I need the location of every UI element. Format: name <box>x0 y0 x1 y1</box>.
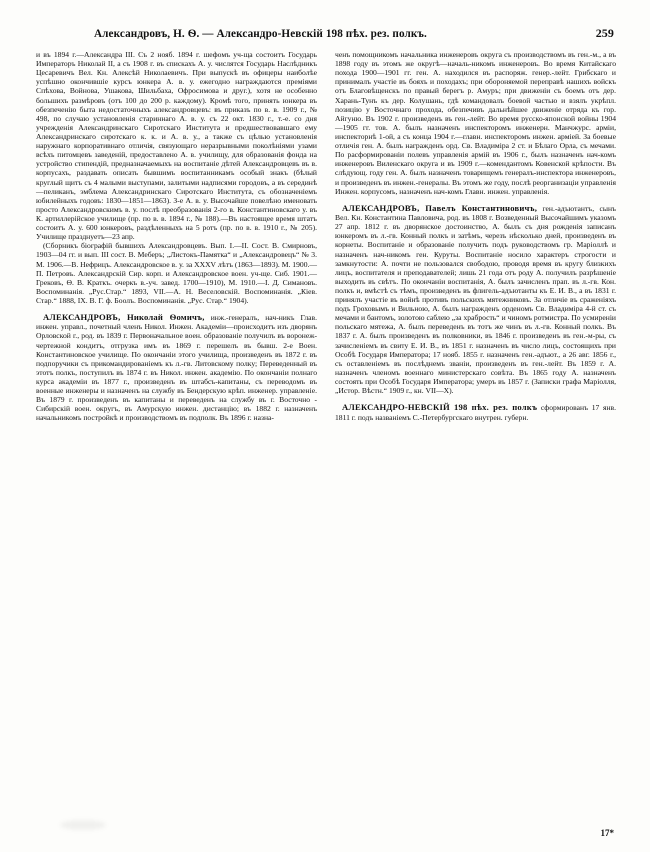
dictionary-entry <box>335 203 616 396</box>
text-columns <box>36 50 616 810</box>
dictionary-entry <box>36 312 317 423</box>
paragraph-sources: (Сборникъ біографій бывшихъ Александровцевъ. Вып. I.—II. Сост. В. Смирновъ, 1903—04 гг. и вып. III сост. В. Меберъ; „Листокъ-Памятка“ и „Александровецъ“ № 3. М. 1906.—В. Нефрицъ. Александровское в. у. за XXXV лѣтъ (1863—1893). М. 1900.—П. Петровъ. Александрскій Сир. корп. и Александровское воен. уч-ще. Сиб. 1901.— Грековъ, Ѳ. В. Краткъ. очеркъ в.-уч. завед. 1700—1910), М. 1910.—І. Д. Симановъ. Воспоминанія. „Рус.Стар.“ 1893, VII.—А. Н. Веселовскій. Воспоминанія. „Кіев. Стар.“ 1888, IX. В. Г. ф. Боолъ. Воспоминанія. „Рус. Стар.“ 1904). <box>36 241 317 305</box>
entry-headword: АЛЕКСАНДРОВЪ, Николай Ѳомичъ, <box>43 312 205 323</box>
entry-body: сформированъ 17 янв. 1811 г. подъ названіемъ С.-Петербургскаго внутрен. губерн. <box>335 403 616 422</box>
entry-body: инж.-генералъ, нач-никъ Глав. инжен. управл., почетный членъ Никол. Инжен. Академіи—происходитъ изъ дворянъ Орловской г., род. въ 1839 г. Первоначальное воен. образованіе получилъ въ воронеж-чертежной кондитъ, отгрузка имъ въ 1869 г. перешелъ въ бывш. 2-е Воен. Константиновское училище. По окончаніи этого училища, произведенъ въ 1872 г. въ подпоручики съ прикомандированіемъ къ л.-гв. Литовскому полку; Переведенный въ этотъ полкъ, поступилъ въ 1874 г. въ Никол. инжен. академію. По окончаніи полнаго курса академіи въ 1877 г., произведенъ въ штабсъ-капитаны, съ переводомъ въ военные инженеры и назначенъ на службу въ Бендерскую крѣп. инженер. управленіе. Въ 1879 г. произведенъ въ капитаны и переведенъ на службу въ г. Восточно - Сибирскій воен. округъ, въ Амурскую инжен. дистанцію; въ 1882 г. назначенъ начальникомъ постройкѣ и производствомъ въ подполк. Въ 1896 г. назна- <box>36 313 317 423</box>
entry-headword: АЛЕКСАНДРО-НЕВСКІЙ 198 пѣх. рез. полкъ <box>342 402 538 413</box>
entry-paragraph <box>335 203 616 396</box>
entry-body: ген.-адъютантъ, сынъ Вел. Кн. Константина Павловича, род. въ 1808 г. Возведенный Высочайшимъ указомъ 27 апр. 1812 г. въ дворянское достоинство, А. былъ съ дня рожденія записанъ юнкеромъ въ л.-гв. Конный полкъ и затѣмъ, черезъ нѣсколько дней, произведенъ въ корнеты. Воспитанiе и образованiе получить подъ руководствомъ гр. Марiоллѣ и назначенъ нач-никомъ ген. Куруты. Воспитанiе носило характеръ строгости и замкнутости: А. почти не пользовался свободою, проводя время въ кругу близкихъ лицъ, воспитателя и преподавателей; лишь 21 года отъ роду А. получилъ разрѣшеніе выходить въ свѣтъ. По окончаніи воспитанія, А. былъ зачисленъ прап. въ л.-гв. Кон. полкъ и, вмѣстѣ съ тѣмъ, произведенъ въ флигель-адъютанты къ Е. И. В., а въ 1831 г. принялъ участіе въ войнѣ противъ польскихъ мятежниковъ. За отличіе въ сраженіяхъ подъ Гроховымъ и Вильною, А. былъ награжденъ орденомъ Св. Владиміра 4-й ст. съ мечами и бантомъ, золотою саблею „за храбрость“ и чиномъ ротмистра. По усмиреніи польскаго мятежа, А. былъ переведенъ въ тотъ же чинъ въ л.-гв. Конный полкъ. Въ 1837 г. А. былъ произведенъ въ полковники, въ 1846 г. произведенъ въ ген.-м-ры, съ зачисленіемъ въ свиту Е. И. В., въ 1851 г. назначенъ въ число лицъ, состоящихъ при Особѣ Государя Императора; 17 нояб. 1855 г. назначенъ ген.-адъют., а 26 авг. 1856 г., съ оставленіемъ въ послѣднемъ званіи, произведенъ въ ген.-лейт. Въ 1859 г. А. назначенъ членомъ военнаго министерскаго совѣта. Въ 1865 году А. назначенъ состоять при Особѣ Государя Императора; умеръ въ 1857 г. (Записки графа Марiолля, „Истор. Вѣстн.“ 1909 г., кн. VII—X). <box>335 203 616 396</box>
page-header <box>36 26 616 41</box>
page-number: 259 <box>595 26 614 40</box>
paragraph: ченъ помощникомъ начальника инженеровъ округа съ производствомъ въ ген.-м., а въ 1898 году въ этомъ же округѣ—началь-никомъ инженеровъ. Во время Китайскаго похода 1900—1901 гг. ген. А. находился въ распоряж. генер.-лейт. Грибскаго и принималъ участіе въ бояхъ и походахъ; при обороняемой переправѣ нашихъ войскъ отъ Благовѣщенскъ по правый берегъ р. Амуръ; при движеніи съ боемъ отъ дер. Харань-Тунъ къ дер. Колушань, гдѣ командовалъ боевой частью и взялъ укрѣпл. позицію у Восточнаго прохода, обезпечивъ дальнѣйшее движеніе отряда къ гор. Айгуню. Въ 1902 г. произведенъ въ ген.-лейт. Во время русско-японской войны 1904—1905 гг. тов. А. былъ назначенъ инспекторомъ инженерн. Манчжурс. арміи, инспекторнѣ 1-ой, а съ конца 1904 г.—главн. инспекторомъ инжен. арміей. За боевые отличія ген. А. былъ награжденъ орд. Св. Владиміра 2 ст. и Бѣлаго Орла, съ мечами. По расформированіи полевъ управленія армій въ 1906 г., былъ назначенъ нач-комъ инженеровъ Виленскаго округа и въ 1909 г.—комендантомъ Ковенской крѣпости. Въ слѣдующ. году ген. А. былъ назначенъ товарищемъ генералъ-инспектора инженеровъ, и произведенъ въ инжен.-генералы. Въ этомъ же году, послѣ реорганизаціи управленія Инжен. корпусомъ, назначенъ нач-комъ Главн. инжен. управленія. <box>335 50 616 196</box>
left-column <box>36 50 317 810</box>
paragraph: и въ 1894 г.—Александра III. Съ 2 нояб. 1894 г. шефомъ уч-ща состоитъ Государь Императоръ Николай II, а съ 1908 г. въ спискахъ А. у. числятся Государь Наслѣдникъ Цесаревичъ Вел. Кн. Алексѣй Николаевичъ. При выпускѣ въ офицеры наиболѣе успѣшно окончившіе курсъ юнкера А. в. у. ежегодно награждаются премiями Спѣхова, Войнова, Ушакова, Шильбаха, Офросимова и друг.), хотя не особенно большихъ размѣровъ (отъ 100 до 200 р. каждому). Кромѣ того, принять юнкера въ обезпеченiю быта недостаточныхъ александровцевъ: въ приказъ по в. в. 1909 г., № 498, по случаю установленія стариннаго А. в. у. съ 22 окт. 1830 г., т.-е. со дня учрежденія Александринскаго Сиротскаго Института и предшествовавшаго ему Александринскаго сиротскаго к. к. и А. в. у., а также съ цѣлью установленія наружнаго корпоративнаго отличія, связующаго неразрывными поколѣніями узами всѣхъ питомцевъ заведеній, предоставлено А. в. училищу, для образованія фонда на устройство стипендій, предназначаемыхъ на воспитаніе дѣтей Александровцевъ въ в. корпусахъ, раздавать описать бывшимъ воспитанникамъ особый знакъ (бѣлый круглый щитъ съ 4 малыми выступами, залитыми надписями городовъ, а въ серединѣ—пеликанъ, эмблема Александринскаго Сиротскаго Института, съ обозначеніемъ юбилейныхъ годовъ: 1830—1851—1863). З-е А. в. у. Высочайше повелѣно именовать просто Александровскимъ в. у. послѣ преобразованія 2-го в. Константиновскаго у. въ К. артиллерійское училище (пр. по в. в. 1894 г., № 188).—Въ настоящее время штатъ состоитъ А. у. 600 юнкеровъ, раздѣленныхъ на 5 ротъ (пр. по в. в. 1910 г., № 205). Училище празднуетъ—23 апр. <box>36 50 317 242</box>
running-title: Александровъ, Н. Ѳ. — Александро-Невскій 198 пѣх. рез. полкъ. <box>94 28 427 40</box>
dictionary-entry <box>335 402 616 421</box>
right-column <box>335 50 616 810</box>
entry-paragraph <box>335 402 616 421</box>
page-smudge <box>60 820 106 830</box>
signature-mark: 17* <box>600 828 614 838</box>
entry-headword: АЛЕКСАНДРОВЪ, Павелъ Константиновичъ, <box>342 202 538 213</box>
entry-paragraph <box>36 312 317 423</box>
